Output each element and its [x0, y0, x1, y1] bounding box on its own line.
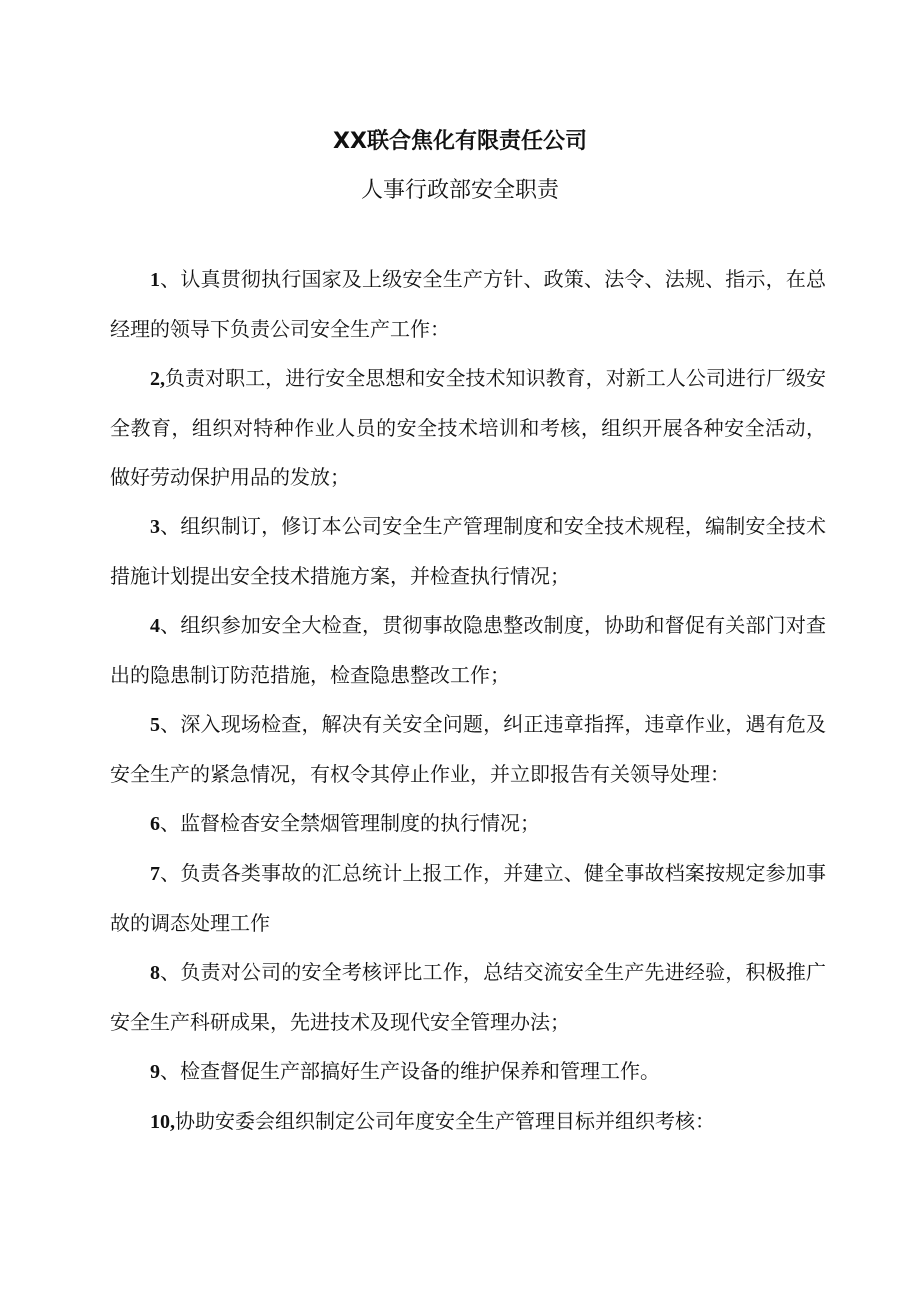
paragraph-text: 负责各类事故的汇总统计上报工作，并建立、健全事故档案按规定参加事故的调态处理工作: [110, 861, 827, 935]
paragraph-5: [110, 700, 826, 799]
paragraph-separator: 、: [160, 514, 181, 538]
paragraph-text: 监督检杳安全禁烟管理制度的执行情况；: [180, 811, 540, 835]
paragraph-8: [110, 948, 826, 1047]
paragraph-separator: 、: [160, 811, 180, 835]
paragraph-separator: 、: [160, 861, 181, 885]
paragraph-3: [110, 502, 826, 601]
paragraph-text: 深入现场检查，解决有关安全问题，纠正违章指挥，违章作业，遇有危及安全生产的紧急情况，有权令其停止作业，并立即报告有关领导处理：: [110, 712, 827, 786]
paragraph-number: 7: [150, 863, 160, 885]
paragraph-text: 负责对职工，进行安全思想和安全技术知识教育，对新工人公司进行厂级安全教育，组织对特种作业人员的安全技术培训和考核，组织开展各种安全活动，做好劳动保护用品的发放；: [110, 366, 826, 489]
paragraph-number: 3: [150, 516, 160, 538]
paragraph-separator: 、: [160, 267, 181, 291]
paragraph-number: 9: [150, 1061, 160, 1083]
paragraph-9: [110, 1047, 826, 1097]
paragraph-number: 5: [150, 714, 160, 736]
paragraph-separator: 、: [160, 1059, 180, 1083]
paragraph-number: 1: [150, 269, 160, 291]
paragraph-number: 10,: [150, 1111, 175, 1133]
paragraph-text: 认真贯彻执行国家及上级安全生产方针、政策、法令、法规、指示，在总经理的领导下负责公司安全生产工作：: [110, 267, 827, 341]
paragraph-10: [110, 1097, 826, 1147]
paragraph-6: [110, 799, 826, 849]
paragraph-text: 组织参加安全大检查，贯彻事故隐患整改制度，协助和督促有关部门对查出的隐患制订防范措施，检查隐患整改工作；: [110, 613, 827, 687]
paragraph-separator: 、: [160, 960, 181, 984]
paragraph-7: [110, 849, 826, 948]
paragraph-separator: 、: [160, 613, 181, 637]
paragraph-number: 4: [150, 615, 160, 637]
paragraph-text: 组织制订，修订本公司安全生产管理制度和安全技术规程，编制安全技术措施计划提出安全技术措施方案，并检查执行情况；: [110, 514, 827, 588]
paragraph-text: 检查督促生产部搞好生产设备的维护保养和管理工作。: [180, 1059, 660, 1083]
paragraph-text: 负责对公司的安全考核评比工作，总结交流安全生产先进经验，积极推广安全生产科研成果，先进技术及现代安全管理办法；: [110, 960, 827, 1034]
paragraph-number: 8: [150, 962, 160, 984]
paragraph-1: [110, 255, 826, 354]
paragraph-text: 协助安委会组织制定公司年度安全生产管理目标并组织考核：: [175, 1109, 715, 1133]
paragraph-number: 6: [150, 813, 160, 835]
paragraph-4: [110, 601, 826, 700]
paragraph-number: 2,: [150, 368, 165, 390]
document-body: [110, 255, 826, 1147]
paragraph-2: [110, 354, 826, 502]
document-title: XX联合焦化有限责任公司: [333, 129, 587, 154]
paragraph-separator: 、: [160, 712, 181, 736]
document-subtitle: 人事行政部安全职责: [360, 178, 559, 203]
